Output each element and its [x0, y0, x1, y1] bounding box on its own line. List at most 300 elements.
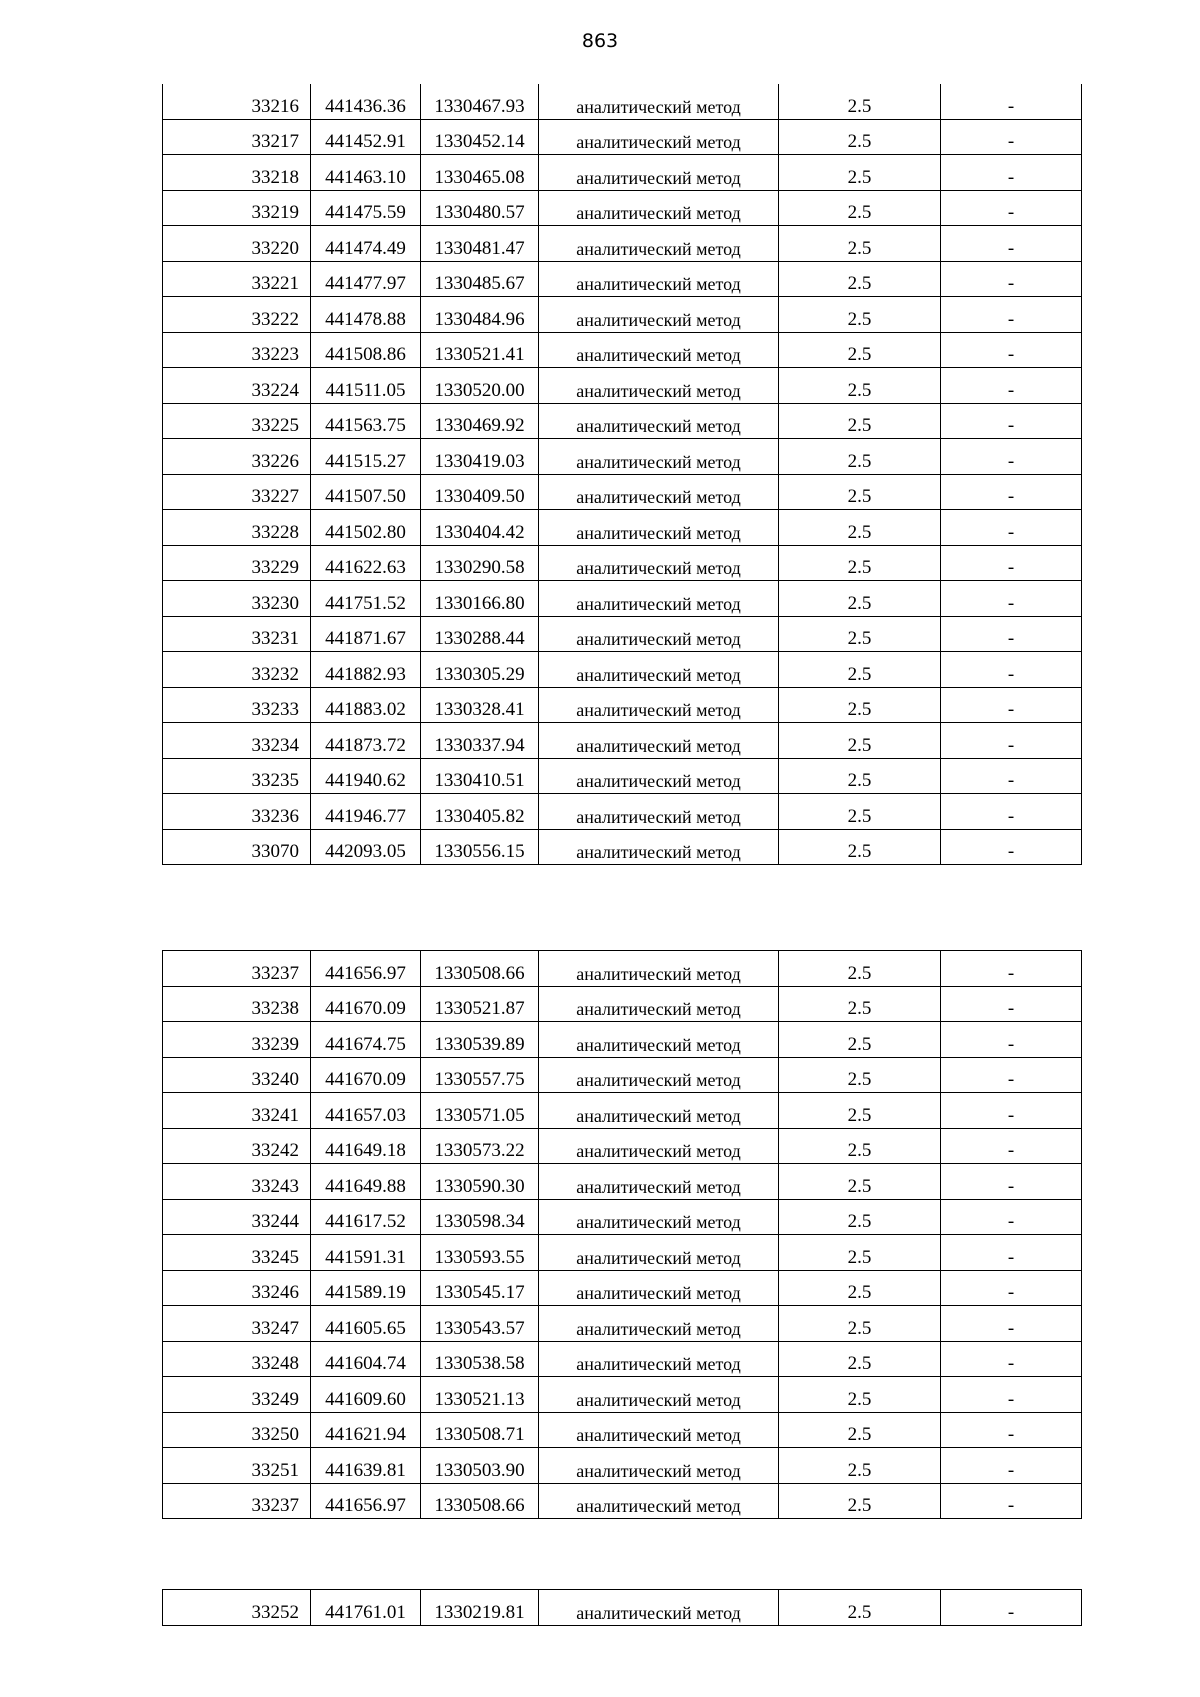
cell-text: 2.5 — [847, 1601, 872, 1623]
dash-cell — [941, 510, 1082, 546]
cell-text: 2.5 — [847, 1211, 872, 1232]
cell-text: 2.5 — [847, 841, 872, 862]
accuracy-cell — [779, 332, 941, 368]
x-coordinate-cell — [311, 510, 421, 546]
cell-text: 33219 — [251, 202, 299, 223]
cell-text: 441882.93 — [325, 663, 406, 685]
cell-text: аналитический метод — [576, 1034, 741, 1055]
cell-text: 33240 — [251, 1069, 299, 1090]
point-number-cell — [163, 1590, 311, 1626]
y-coordinate-cell — [421, 1057, 539, 1093]
cell-text: 1330219.81 — [434, 1601, 525, 1623]
method-cell — [539, 1093, 779, 1129]
cell-text: аналитический метод — [576, 771, 741, 791]
accuracy-cell — [779, 758, 941, 794]
cell-text: 33233 — [251, 699, 299, 720]
cell-text: - — [1007, 592, 1015, 614]
cell-text: 33239 — [251, 1033, 299, 1055]
cell-text: - — [1007, 486, 1015, 507]
cell-text: - — [1007, 273, 1015, 294]
cell-text: аналитический метод — [576, 593, 741, 614]
x-coordinate-cell — [311, 1270, 421, 1306]
cell-text: 33226 — [251, 450, 299, 472]
point-number-cell — [163, 1270, 311, 1306]
cell-text: аналитический метод — [576, 963, 741, 984]
accuracy-cell — [779, 1093, 941, 1129]
table-row — [163, 1377, 1082, 1413]
cell-text: - — [1007, 202, 1015, 223]
x-coordinate-cell — [311, 1164, 421, 1200]
cell-text: 2.5 — [847, 1424, 872, 1445]
cell-text: 441502.80 — [325, 521, 406, 543]
accuracy-cell — [779, 1306, 941, 1342]
x-coordinate-cell — [311, 951, 421, 987]
cell-text: 33247 — [251, 1317, 299, 1339]
table-body — [163, 1590, 1082, 1626]
method-cell — [539, 190, 779, 226]
cell-text: - — [1007, 308, 1015, 330]
dash-cell — [941, 332, 1082, 368]
method-cell — [539, 1483, 779, 1519]
cell-text: 441508.86 — [325, 344, 406, 365]
x-coordinate-cell — [311, 1199, 421, 1235]
table-row — [163, 439, 1082, 475]
cell-text: 441883.02 — [325, 699, 406, 720]
cell-text: 2.5 — [847, 273, 872, 294]
coordinates-table — [162, 84, 1082, 865]
cell-text: 33217 — [251, 131, 299, 152]
accuracy-cell — [779, 951, 941, 987]
cell-text: 441946.77 — [325, 805, 406, 827]
accuracy-cell — [779, 1377, 941, 1413]
x-coordinate-cell — [311, 1235, 421, 1271]
x-coordinate-cell — [311, 652, 421, 688]
x-coordinate-cell — [311, 1341, 421, 1377]
cell-text: 441621.94 — [325, 1424, 406, 1445]
cell-text: аналитический метод — [576, 238, 741, 259]
cell-text: аналитический метод — [576, 1602, 741, 1623]
method-cell — [539, 1022, 779, 1058]
cell-text: 441751.52 — [325, 592, 406, 614]
cell-text: 33245 — [251, 1246, 299, 1268]
y-coordinate-cell — [421, 1377, 539, 1413]
accuracy-cell — [779, 1057, 941, 1093]
x-coordinate-cell — [311, 1093, 421, 1129]
cell-text: 1330409.50 — [434, 486, 525, 507]
method-cell — [539, 1235, 779, 1271]
point-number-cell — [163, 545, 311, 581]
dash-cell — [941, 687, 1082, 723]
point-number-cell — [163, 986, 311, 1022]
dash-cell — [941, 190, 1082, 226]
cell-text: 2.5 — [847, 308, 872, 330]
table-row — [163, 723, 1082, 759]
point-number-cell — [163, 439, 311, 475]
table-row — [163, 986, 1082, 1022]
method-cell — [539, 155, 779, 191]
method-cell — [539, 545, 779, 581]
dash-cell — [941, 794, 1082, 830]
table-row — [163, 758, 1082, 794]
point-number-cell — [163, 687, 311, 723]
cell-text: 33234 — [251, 734, 299, 756]
y-coordinate-cell — [421, 1235, 539, 1271]
x-coordinate-cell — [311, 581, 421, 617]
x-coordinate-cell — [311, 261, 421, 297]
coordinates-table — [162, 950, 1082, 1519]
cell-text: - — [1007, 557, 1015, 578]
cell-text: 441761.01 — [325, 1601, 406, 1623]
y-coordinate-cell — [421, 986, 539, 1022]
cell-text: - — [1007, 998, 1015, 1019]
cell-text: 441563.75 — [325, 415, 406, 436]
point-number-cell — [163, 951, 311, 987]
cell-text: 1330419.03 — [434, 450, 525, 472]
dash-cell — [941, 368, 1082, 404]
cell-text: 441656.97 — [325, 962, 406, 984]
y-coordinate-cell — [421, 829, 539, 865]
dash-cell — [941, 1377, 1082, 1413]
method-cell — [539, 119, 779, 155]
cell-text: аналитический метод — [576, 203, 741, 223]
x-coordinate-cell — [311, 616, 421, 652]
x-coordinate-cell — [311, 1412, 421, 1448]
x-coordinate-cell — [311, 1128, 421, 1164]
table-row — [163, 581, 1082, 617]
cell-text: 33237 — [251, 1495, 299, 1516]
cell-text: 33252 — [251, 1601, 299, 1623]
cell-text: 2.5 — [847, 344, 872, 365]
cell-text: - — [1007, 1317, 1015, 1339]
cell-text: 2.5 — [847, 486, 872, 507]
cell-text: - — [1007, 628, 1015, 649]
cell-text: 33230 — [251, 592, 299, 614]
cell-text: 1330410.51 — [434, 770, 525, 791]
point-number-cell — [163, 226, 311, 262]
cell-text: - — [1007, 962, 1015, 984]
cell-text: 33242 — [251, 1140, 299, 1161]
y-coordinate-cell — [421, 261, 539, 297]
cell-text: аналитический метод — [576, 999, 741, 1019]
dash-cell — [941, 1306, 1082, 1342]
cell-text: 2.5 — [847, 415, 872, 436]
table-row — [163, 829, 1082, 865]
dash-cell — [941, 1341, 1082, 1377]
method-cell — [539, 758, 779, 794]
table-row — [163, 1093, 1082, 1129]
cell-text: 2.5 — [847, 592, 872, 614]
method-cell — [539, 332, 779, 368]
dash-cell — [941, 1270, 1082, 1306]
point-number-cell — [163, 155, 311, 191]
cell-text: 33220 — [251, 237, 299, 259]
table-row — [163, 687, 1082, 723]
point-number-cell — [163, 1412, 311, 1448]
cell-text: аналитический метод — [576, 167, 741, 188]
y-coordinate-cell — [421, 1448, 539, 1484]
cell-text: 1330290.58 — [434, 557, 525, 578]
table-row — [163, 403, 1082, 439]
y-coordinate-cell — [421, 1412, 539, 1448]
point-number-cell — [163, 1306, 311, 1342]
table-row — [163, 616, 1082, 652]
cell-text: 1330328.41 — [434, 699, 525, 720]
y-coordinate-cell — [421, 951, 539, 987]
cell-text: 1330508.66 — [434, 1495, 525, 1516]
point-number-cell — [163, 474, 311, 510]
cell-text: 33244 — [251, 1211, 299, 1232]
method-cell — [539, 1164, 779, 1200]
x-coordinate-cell — [311, 1306, 421, 1342]
y-coordinate-cell — [421, 190, 539, 226]
cell-text: 2.5 — [847, 663, 872, 685]
y-coordinate-cell — [421, 297, 539, 333]
cell-text: аналитический метод — [576, 842, 741, 862]
accuracy-cell — [779, 403, 941, 439]
method-cell — [539, 616, 779, 652]
method-cell — [539, 1448, 779, 1484]
cell-text: аналитический метод — [576, 451, 741, 472]
accuracy-cell — [779, 581, 941, 617]
cell-text: аналитический метод — [576, 416, 741, 436]
y-coordinate-cell — [421, 226, 539, 262]
table-row — [163, 226, 1082, 262]
y-coordinate-cell — [421, 1022, 539, 1058]
cell-text: - — [1007, 663, 1015, 685]
cell-text: 2.5 — [847, 770, 872, 791]
method-cell — [539, 403, 779, 439]
method-cell — [539, 1412, 779, 1448]
point-number-cell — [163, 1341, 311, 1377]
dash-cell — [941, 1022, 1082, 1058]
method-cell — [539, 1057, 779, 1093]
y-coordinate-cell — [421, 652, 539, 688]
x-coordinate-cell — [311, 829, 421, 865]
point-number-cell — [163, 1093, 311, 1129]
cell-text: 33223 — [251, 344, 299, 365]
point-number-cell — [163, 652, 311, 688]
cell-text: 2.5 — [847, 962, 872, 984]
cell-text: аналитический метод — [576, 1496, 741, 1516]
table-row — [163, 1483, 1082, 1519]
y-coordinate-cell — [421, 119, 539, 155]
x-coordinate-cell — [311, 226, 421, 262]
dash-cell — [941, 1448, 1082, 1484]
x-coordinate-cell — [311, 403, 421, 439]
cell-text: 33232 — [251, 663, 299, 685]
x-coordinate-cell — [311, 155, 421, 191]
y-coordinate-cell — [421, 1199, 539, 1235]
cell-text: - — [1007, 1033, 1015, 1055]
point-number-cell — [163, 616, 311, 652]
x-coordinate-cell — [311, 1590, 421, 1626]
cell-text: - — [1007, 1140, 1015, 1161]
cell-text: 2.5 — [847, 379, 872, 401]
y-coordinate-cell — [421, 687, 539, 723]
cell-text: - — [1007, 131, 1015, 152]
table-row — [163, 368, 1082, 404]
cell-text: 1330598.34 — [434, 1211, 525, 1232]
cell-text: 1330508.66 — [434, 962, 525, 984]
point-number-cell — [163, 84, 311, 119]
cell-text: 33235 — [251, 770, 299, 791]
accuracy-cell — [779, 439, 941, 475]
accuracy-cell — [779, 794, 941, 830]
x-coordinate-cell — [311, 758, 421, 794]
x-coordinate-cell — [311, 687, 421, 723]
point-number-cell — [163, 261, 311, 297]
cell-text: 441873.72 — [325, 734, 406, 756]
x-coordinate-cell — [311, 986, 421, 1022]
cell-text: 33218 — [251, 166, 299, 188]
cell-text: - — [1007, 841, 1015, 862]
cell-text: 33241 — [251, 1104, 299, 1126]
cell-text: 1330538.58 — [434, 1353, 525, 1374]
cell-text: 33236 — [251, 805, 299, 827]
dash-cell — [941, 1164, 1082, 1200]
point-number-cell — [163, 1377, 311, 1413]
cell-text: 2.5 — [847, 1317, 872, 1339]
cell-text: 441605.65 — [325, 1317, 406, 1339]
point-number-cell — [163, 1057, 311, 1093]
method-cell — [539, 226, 779, 262]
cell-text: 2.5 — [847, 202, 872, 223]
method-cell — [539, 687, 779, 723]
cell-text: 33221 — [251, 273, 299, 294]
cell-text: 33070 — [251, 841, 299, 862]
x-coordinate-cell — [311, 439, 421, 475]
cell-text: аналитический метод — [576, 806, 741, 827]
x-coordinate-cell — [311, 545, 421, 581]
x-coordinate-cell — [311, 190, 421, 226]
cell-text: 1330557.75 — [434, 1069, 525, 1090]
cell-text: - — [1007, 1282, 1015, 1303]
dash-cell — [941, 261, 1082, 297]
method-cell — [539, 1341, 779, 1377]
method-cell — [539, 474, 779, 510]
cell-text: аналитический метод — [576, 132, 741, 152]
cell-text: 441617.52 — [325, 1211, 406, 1232]
cell-text: 33249 — [251, 1388, 299, 1410]
accuracy-cell — [779, 297, 941, 333]
x-coordinate-cell — [311, 119, 421, 155]
dash-cell — [941, 616, 1082, 652]
method-cell — [539, 829, 779, 865]
y-coordinate-cell — [421, 1164, 539, 1200]
accuracy-cell — [779, 1590, 941, 1626]
accuracy-cell — [779, 368, 941, 404]
table-row — [163, 545, 1082, 581]
x-coordinate-cell — [311, 1057, 421, 1093]
dash-cell — [941, 1199, 1082, 1235]
cell-text: 33237 — [251, 962, 299, 984]
cell-text: 441475.59 — [325, 202, 406, 223]
cell-text: - — [1007, 805, 1015, 827]
cell-text: 1330166.80 — [434, 592, 525, 614]
dash-cell — [941, 84, 1082, 119]
cell-text: аналитический метод — [576, 522, 741, 543]
cell-text: 33227 — [251, 486, 299, 507]
table-row — [163, 1270, 1082, 1306]
cell-text: - — [1007, 1175, 1015, 1197]
x-coordinate-cell — [311, 794, 421, 830]
point-number-cell — [163, 190, 311, 226]
x-coordinate-cell — [311, 723, 421, 759]
y-coordinate-cell — [421, 439, 539, 475]
cell-text: аналитический метод — [576, 487, 741, 507]
point-number-cell — [163, 1164, 311, 1200]
table-row — [163, 794, 1082, 830]
point-number-cell — [163, 1483, 311, 1519]
cell-text: - — [1007, 1211, 1015, 1232]
dash-cell — [941, 474, 1082, 510]
cell-text: 441674.75 — [325, 1033, 406, 1055]
cell-text: 2.5 — [847, 131, 872, 152]
cell-text: аналитический метод — [576, 1389, 741, 1410]
point-number-cell — [163, 403, 311, 439]
accuracy-cell — [779, 1412, 941, 1448]
point-number-cell — [163, 332, 311, 368]
cell-text: 441477.97 — [325, 273, 406, 294]
table-row — [163, 1590, 1082, 1626]
table-row — [163, 1164, 1082, 1200]
method-cell — [539, 723, 779, 759]
x-coordinate-cell — [311, 1022, 421, 1058]
point-number-cell — [163, 1022, 311, 1058]
y-coordinate-cell — [421, 723, 539, 759]
method-cell — [539, 1270, 779, 1306]
cell-text: 441609.60 — [325, 1388, 406, 1410]
y-coordinate-cell — [421, 545, 539, 581]
table-row — [163, 510, 1082, 546]
point-number-cell — [163, 119, 311, 155]
point-number-cell — [163, 829, 311, 865]
cell-text: аналитический метод — [576, 380, 741, 401]
cell-text: - — [1007, 1353, 1015, 1374]
method-cell — [539, 951, 779, 987]
cell-text: 441436.36 — [325, 95, 406, 117]
cell-text: 441657.03 — [325, 1104, 406, 1126]
cell-text: 1330521.13 — [434, 1388, 525, 1410]
cell-text: - — [1007, 1069, 1015, 1090]
cell-text: 2.5 — [847, 1282, 872, 1303]
point-number-cell — [163, 1128, 311, 1164]
cell-text: 2.5 — [847, 1033, 872, 1055]
cell-text: 441649.18 — [325, 1140, 406, 1161]
table-row — [163, 474, 1082, 510]
accuracy-cell — [779, 1022, 941, 1058]
y-coordinate-cell — [421, 403, 539, 439]
table-row — [163, 297, 1082, 333]
cell-text: 2.5 — [847, 1459, 872, 1481]
dash-cell — [941, 829, 1082, 865]
cell-text: 1330405.82 — [434, 805, 525, 827]
dash-cell — [941, 545, 1082, 581]
dash-cell — [941, 1093, 1082, 1129]
dash-cell — [941, 1590, 1082, 1626]
y-coordinate-cell — [421, 84, 539, 119]
dash-cell — [941, 1412, 1082, 1448]
cell-text: аналитический метод — [576, 1070, 741, 1090]
cell-text: аналитический метод — [576, 309, 741, 330]
cell-text: 441511.05 — [325, 379, 406, 401]
accuracy-cell — [779, 190, 941, 226]
cell-text: 2.5 — [847, 734, 872, 756]
cell-text: 441474.49 — [325, 237, 406, 259]
cell-text: аналитический метод — [576, 1283, 741, 1303]
cell-text: 2.5 — [847, 1388, 872, 1410]
accuracy-cell — [779, 474, 941, 510]
